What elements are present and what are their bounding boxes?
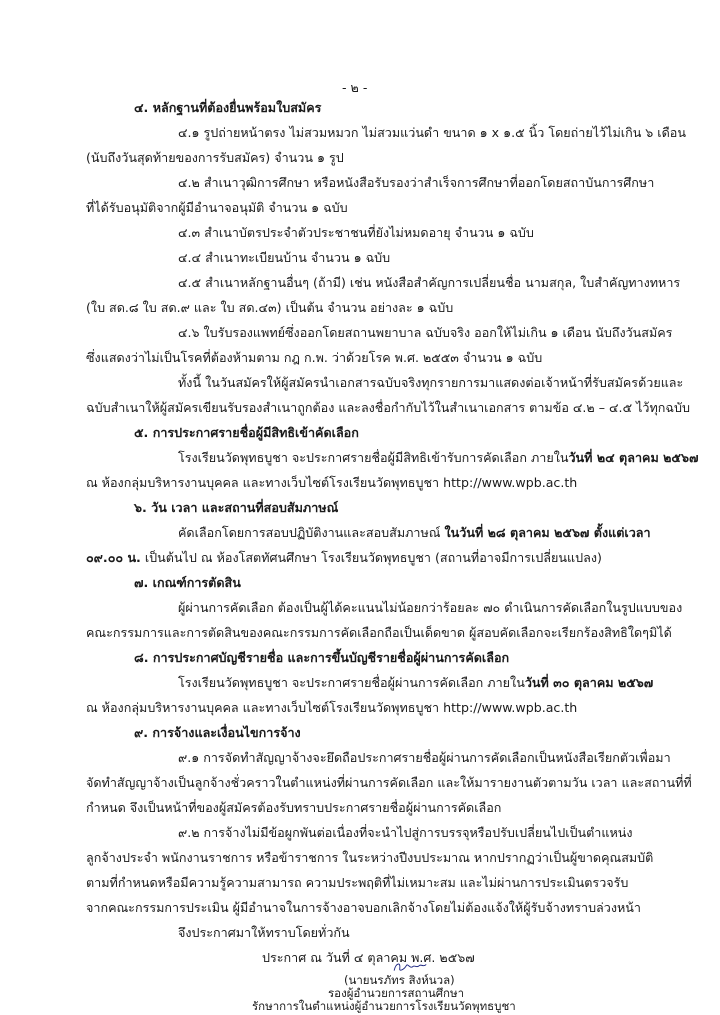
signer-title: รองผู้อำนวยการสถานศึกษา <box>328 986 465 1000</box>
section-6-line-2 <box>86 550 602 566</box>
section-6-time: ๐๙.๐๐ น. <box>86 550 141 565</box>
section-9-heading: ๙. การจ้างและเงื่อนไขการจ้าง <box>134 725 301 740</box>
section-8-line-1-text: โรงเรียนวัดพุทธบูชา จะประกาศรายชื่อผู้ผ่านการคัดเลือก ภายใน <box>178 675 525 690</box>
page-number: - ๒ - <box>342 80 368 95</box>
section-6-line-2-text: เป็นต้นไป ณ ห้องโสตทัศนศึกษา โรงเรียนวัดพุทธบูชา (สถานที่อาจมีการเปลี่ยนแปลง) <box>140 550 602 565</box>
section-5-line-1 <box>178 450 698 466</box>
item-9-1-line-2: จัดทำสัญญาจ้างเป็นลูกจ้างชั่วคราวในตำแหน่งที่ผ่านการคัดเลือก และให้มารายงานตัวตามวัน เวลา และสถานที่ที่ <box>86 775 692 790</box>
item-9-2-line-3: ตามที่กำหนดหรือมีความรู้ความสามารถ ความประพฤติที่ไม่เหมาะสม และไม่ผ่านการประเมินตรวจรับ <box>86 875 629 890</box>
item-4-5-line-1: ๔.๕ สำเนาหลักฐานอื่นๆ (ถ้ามี) เช่น หนังสือสำคัญการเปลี่ยนชื่อ นามสกุล, ใบสำคัญทางทหาร <box>178 275 681 290</box>
announcement-date: ประกาศ ณ วันที่ ๔ ตุลาคม พ.ศ. ๒๕๖๗ <box>262 950 475 965</box>
item-4-2-line-2: ที่ได้รับอนุมัติจากผู้มีอำนาจอนุมัติ จำนวน ๑ ฉบับ <box>86 200 348 215</box>
item-9-2-line-1: ๙.๒ การจ้างไม่มีข้อผูกพันต่อเนื่องที่จะนำไปสู่การบรรจุหรือปรับเปลี่ยนไปเป็นตำแหน่ง <box>178 825 633 840</box>
school-website-link[interactable]: http://www.wpb.ac.th <box>443 475 578 490</box>
section-7-line-1: ผู้ผ่านการคัดเลือก ต้องเป็นผู้ได้คะแนนไม่น้อยกว่าร้อยละ ๗๐ ดำเนินการคัดเลือกในรูปแบบของ <box>178 600 683 615</box>
section-7-heading: ๗. เกณฑ์การตัดสิน <box>134 575 241 590</box>
item-9-2-line-2: ลูกจ้างประจำ พนักงานราชการ หรือข้าราชการ ในระหว่างปีงบประมาณ หากปรากฏว่าเป็นผู้ขาดคุณสมบัติ <box>86 850 654 865</box>
section-4-note-line-2: ฉบับสำเนาให้ผู้สมัครเขียนรับรองสำเนาถูกต้อง และลงชื่อกำกับไว้ในสำเนาเอกสาร ตามข้อ ๔.๒ – ๔.๕ ไว้ทุกฉบับ <box>86 400 690 415</box>
signer-name: (นายนรภัทร สิงห์นวล) <box>344 973 455 987</box>
section-7-line-2: คณะกรรมการและการตัดสินของคณะกรรมการคัดเลือกถือเป็นเด็ดขาด ผู้สอบคัดเลือกจะเรียกร้องสิทธิใดๆมิได้ <box>86 625 672 640</box>
section-4-note-line-1: ทั้งนี้ ในวันสมัครให้ผู้สมัครนำเอกสารฉบับจริงทุกรายการมาแสดงต่อเจ้าหน้าที่รับสมัครด้วยและ <box>178 375 684 390</box>
item-4-1-line-1: ๔.๑ รูปถ่ายหน้าตรง ไม่สวมหมวก ไม่สวมแว่นดำ ขนาด ๑ x ๑.๕ นิ้ว โดยถ่ายไว้ไม่เกิน ๖ เดือน <box>178 125 686 140</box>
section-6-line-1 <box>178 525 651 541</box>
section-4-heading: ๔. หลักฐานที่ต้องยื่นพร้อมใบสมัคร <box>134 100 322 115</box>
section-5-line-1-text: โรงเรียนวัดพุทธบูชา จะประกาศรายชื่อผู้มีสิทธิเข้ารับการคัดเลือก ภายใน <box>178 450 569 465</box>
section-6-date: ในวันที่ ๒๘ ตุลาคม ๒๕๖๗ ตั้งแต่เวลา <box>444 525 651 540</box>
section-5-date: วันที่ ๒๔ ตุลาคม ๒๕๖๗ <box>568 450 699 465</box>
section-6-line-1-text: คัดเลือกโดยการสอบปฏิบัติงานและสอบสัมภาษณ์ <box>178 525 441 540</box>
section-8-line-2 <box>86 700 577 716</box>
school-website-link-2[interactable]: http://www.wpb.ac.th <box>443 700 578 715</box>
section-6-heading: ๖. วัน เวลา และสถานที่สอบสัมภาษณ์ <box>134 500 339 515</box>
item-4-3: ๔.๓ สำเนาบัตรประจำตัวประชาชนที่ยังไม่หมดอายุ จำนวน ๑ ฉบับ <box>178 225 534 240</box>
item-4-1-line-2: (นับถึงวันสุดท้ายของการรับสมัคร) จำนวน ๑ รูป <box>86 150 344 165</box>
section-5-line-2 <box>86 475 577 491</box>
signature-mark <box>380 960 442 974</box>
item-9-1-line-1: ๙.๑ การจัดทำสัญญาจ้างจะยึดถือประกาศรายชื่อผู้ผ่านการคัดเลือกเป็นหนังสือเรียกตัวเพื่อมา <box>178 750 671 765</box>
signer-acting-title: รักษาการในตำแหน่งผู้อำนวยการโรงเรียนวัดพุทธบูชา <box>252 999 516 1013</box>
item-9-1-line-3: กำหนด จึงเป็นหน้าที่ของผู้สมัครต้องรับทราบประกาศรายชื่อผู้ผ่านการคัดเลือก <box>86 800 502 815</box>
closing-statement: จึงประกาศมาให้ทราบโดยทั่วกัน <box>178 925 350 940</box>
item-4-5-line-2: (ใบ สด.๘ ใบ สด.๙ และ ใบ สด.๔๓) เป็นต้น จำนวน อย่างละ ๑ ฉบับ <box>86 300 454 315</box>
item-4-6-line-2: ซึ่งแสดงว่าไม่เป็นโรคที่ต้องห้ามตาม กฎ ก.พ. ว่าด้วยโรค พ.ศ. ๒๕๕๓ จำนวน ๑ ฉบับ <box>86 350 543 365</box>
item-4-6-line-1: ๔.๖ ใบรับรองแพทย์ซึ่งออกโดยสถานพยาบาล ฉบับจริง ออกให้ไม่เกิน ๑ เดือน นับถึงวันสมัคร <box>178 325 673 340</box>
section-8-heading: ๘. การประกาศบัญชีรายชื่อ และการขึ้นบัญชีรายชื่อผู้ผ่านการคัดเลือก <box>134 650 510 665</box>
section-5-heading: ๕. การประกาศรายชื่อผู้มีสิทธิเข้าคัดเลือก <box>134 425 359 440</box>
item-4-2-line-1: ๔.๒ สำเนาวุฒิการศึกษา หรือหนังสือรับรองว่าสำเร็จการศึกษาที่ออกโดยสถาบันการศึกษา <box>178 175 655 190</box>
section-8-line-1 <box>178 675 653 691</box>
section-5-line-2-text: ณ ห้องกลุ่มบริหารงานบุคคล และทางเว็บไซต์โรงเรียนวัดพุทธบูชา <box>86 475 440 490</box>
item-9-2-line-4: จากคณะกรรมการประเมิน ผู้มีอำนาจในการจ้างอาจบอกเลิกจ้างโดยไม่ต้องแจ้งให้ผู้รับจ้างทราบล่วงหน้า <box>86 900 641 915</box>
section-8-line-2-text: ณ ห้องกลุ่มบริหารงานบุคคล และทางเว็บไซต์โรงเรียนวัดพุทธบูชา <box>86 700 440 715</box>
section-8-date: วันที่ ๓๐ ตุลาคม ๒๕๖๗ <box>524 675 654 690</box>
item-4-4: ๔.๔ สำเนาทะเบียนบ้าน จำนวน ๑ ฉบับ <box>178 250 391 265</box>
